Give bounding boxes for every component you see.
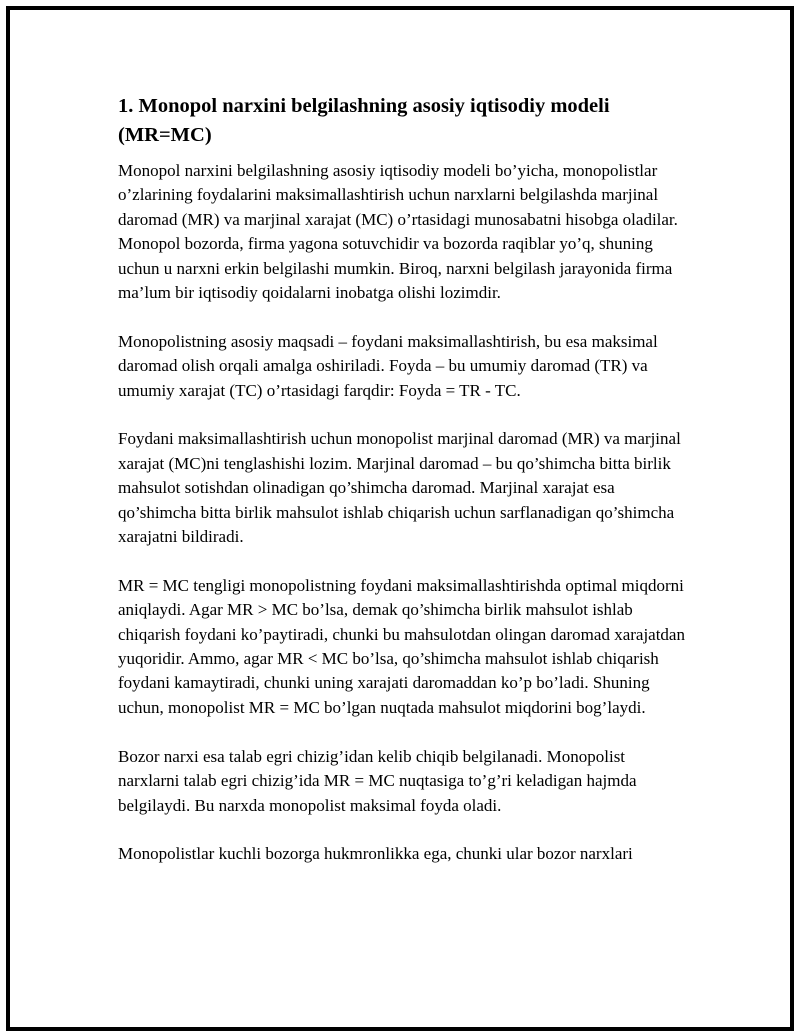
document-body <box>118 92 688 867</box>
paragraph-mr-mc-definition: Foydani maksimallashtirish uchun monopolist marjinal daromad (MR) va marjinal xarajat (MC)ni tenglashishi lozim. Marjinal daromad – bu qo’shimcha bitta birlik mahsulot sotishdan olinadigan qo’shimcha daromad. Marjinal xarajat esa qo’shimcha bitta birlik mahsulot ishlab chiqarish uchun sarflanadigan qo’shimcha xarajatni bildiradi. <box>118 429 681 547</box>
section-title: 1. Monopol narxini belgilashning asosiy iqtisodiy modeli (MR=MC) <box>118 95 610 146</box>
paragraph-profit-goal: Monopolistning asosiy maqsadi – foydani maksimallashtirish, bu esa maksimal daromad olish orqali amalga oshiriladi. Foyda – bu umumiy daromad (TR) va umumiy xarajat (TC) o’rtasidagi farqdir: Foyda = TR - TC. <box>118 331 658 400</box>
paragraph-market-power: Monopolistlar kuchli bozorga hukmronlikka ega, chunki ular bozor narxlari <box>118 844 633 864</box>
paragraph-intro: Monopol narxini belgilashning asosiy iqtisodiy modeli bo’yicha, monopolistlar o’zlarining foydalarini maksimallashtirish uchun narxlarni belgilashda marjinal daromad (MR) va marjinal xarajat (MC) o’rtasidagi munosabatni hisobga oladilar. Monopol bozorda, firma yagona sotuvchidir va bozorda raqiblar yo’q, shuning uchun u narxni erkin belgilashi mumkin. Biroq, narxni belgilash jarayonida firma ma’lum bir iqtisodiy qoidalarni inobatga olishi lozimdir. <box>118 161 678 303</box>
paragraph-market-price: Bozor narxi esa talab egri chizig’idan kelib chiqib belgilanadi. Monopolist narxlarni talab egri chizig’ida MR = MC nuqtasiga to’g’ri keladigan hajmda belgilaydi. Bu narxda monopolist maksimal foyda oladi. <box>118 746 637 815</box>
paragraph-mr-mc-equality: MR = MC tengligi monopolistning foydani maksimallashtirishda optimal miqdorni aniqlaydi. Agar MR > MC bo’lsa, demak qo’shimcha birlik mahsulot ishlab chiqarish foydani ko’paytiradi, chunki bu mahsulotdan olingan daromad xarajatdan yuqoridir. Ammo, agar MR < MC bo’lsa, qo’shimcha mahsulot ishlab chiqarish foydani kamaytiradi, chunki uning xarajati daromaddan ko’p bo’ladi. Shuning uchun, monopolist MR = MC bo’lgan nuqtada mahsulot miqdorini bog’laydi. <box>118 575 685 717</box>
